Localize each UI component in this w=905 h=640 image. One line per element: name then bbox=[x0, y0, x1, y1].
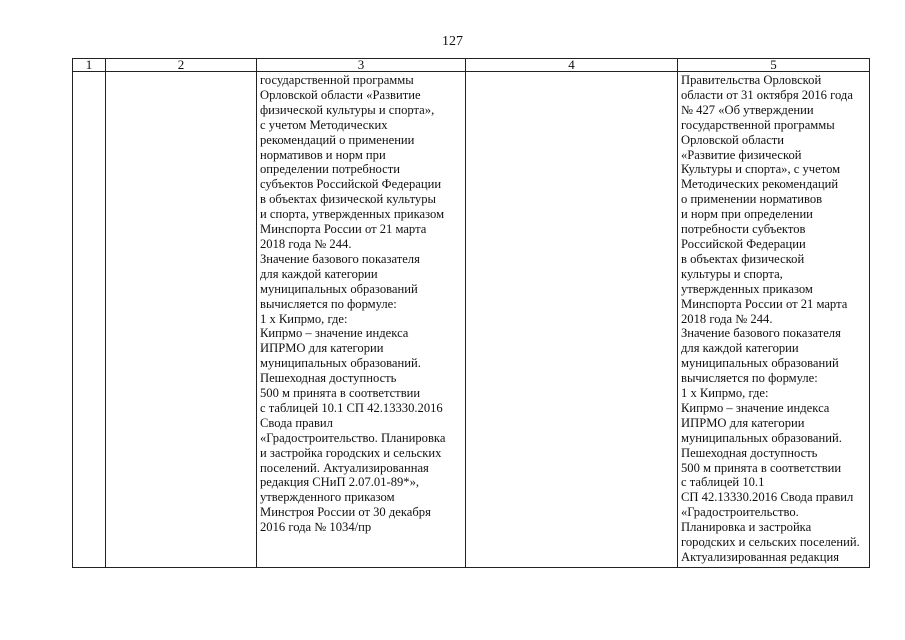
column-header-5: 5 bbox=[678, 59, 870, 72]
cell-col-3 bbox=[257, 72, 466, 568]
col5-text: Правительства Орловской области от 31 октября 2016 года № 427 «Об утверждении государственной программы Орловской области «Развитие физической Культуры и спорта», с учетом Методических рекомендаций о применении нормативов и норм при определении потребности субъектов Российской Федерации в объектах физической культуры и спорта, утвержденных приказом Минспорта России от 21 марта 2018 года № 244. Значение базового показателя для каждой категории муниципальных образований вычисляется по формуле: 1 х Кипрмо, где: Кипрмо – значение индекса ИПРМО для категории муниципальных образований. Пешеходная доступность 500 м принята в соответствии с таблицей 10.1 СП 42.13330.2016 Свода правил «Градостроительство. Планировка и застройка городских и сельских поселений. Актуализированная редакция bbox=[681, 73, 860, 564]
col3-text: государственной программы Орловской области «Развитие физической культуры и спорта», с учетом Методических рекомендаций о применении нормативов и норм при определении потребности субъектов Российской Федерации в объектах физической культуры и спорта, утвержденных приказом Минспорта России от 21 марта 2018 года № 244. Значение базового показателя для каждой категории муниципальных образований вычисляется по формуле: 1 х Кипрмо, где: Кипрмо – значение индекса ИПРМО для категории муниципальных образований. Пешеходная доступность 500 м принята в соответствии с таблицей 10.1 СП 42.13330.2016 Свода правил «Градостроительство. Планировка и застройка городских и сельских поселений. Актуализированная редакция СНиП 2.07.01-89*», утвержденного приказом Минстроя России от 30 декабря 2016 года № 1034/пр bbox=[260, 73, 446, 535]
column-header-4: 4 bbox=[466, 59, 678, 72]
cell-col-4 bbox=[466, 72, 678, 568]
document-table bbox=[72, 58, 870, 568]
column-header-2: 2 bbox=[106, 59, 257, 72]
page-number: 127 bbox=[442, 34, 463, 49]
column-header-1: 1 bbox=[73, 59, 106, 72]
table-header-row bbox=[73, 59, 870, 72]
table-row bbox=[73, 72, 870, 568]
cell-col-5 bbox=[678, 72, 870, 568]
column-header-3: 3 bbox=[257, 59, 466, 72]
cell-col-2 bbox=[106, 72, 257, 568]
cell-col-1 bbox=[73, 72, 106, 568]
